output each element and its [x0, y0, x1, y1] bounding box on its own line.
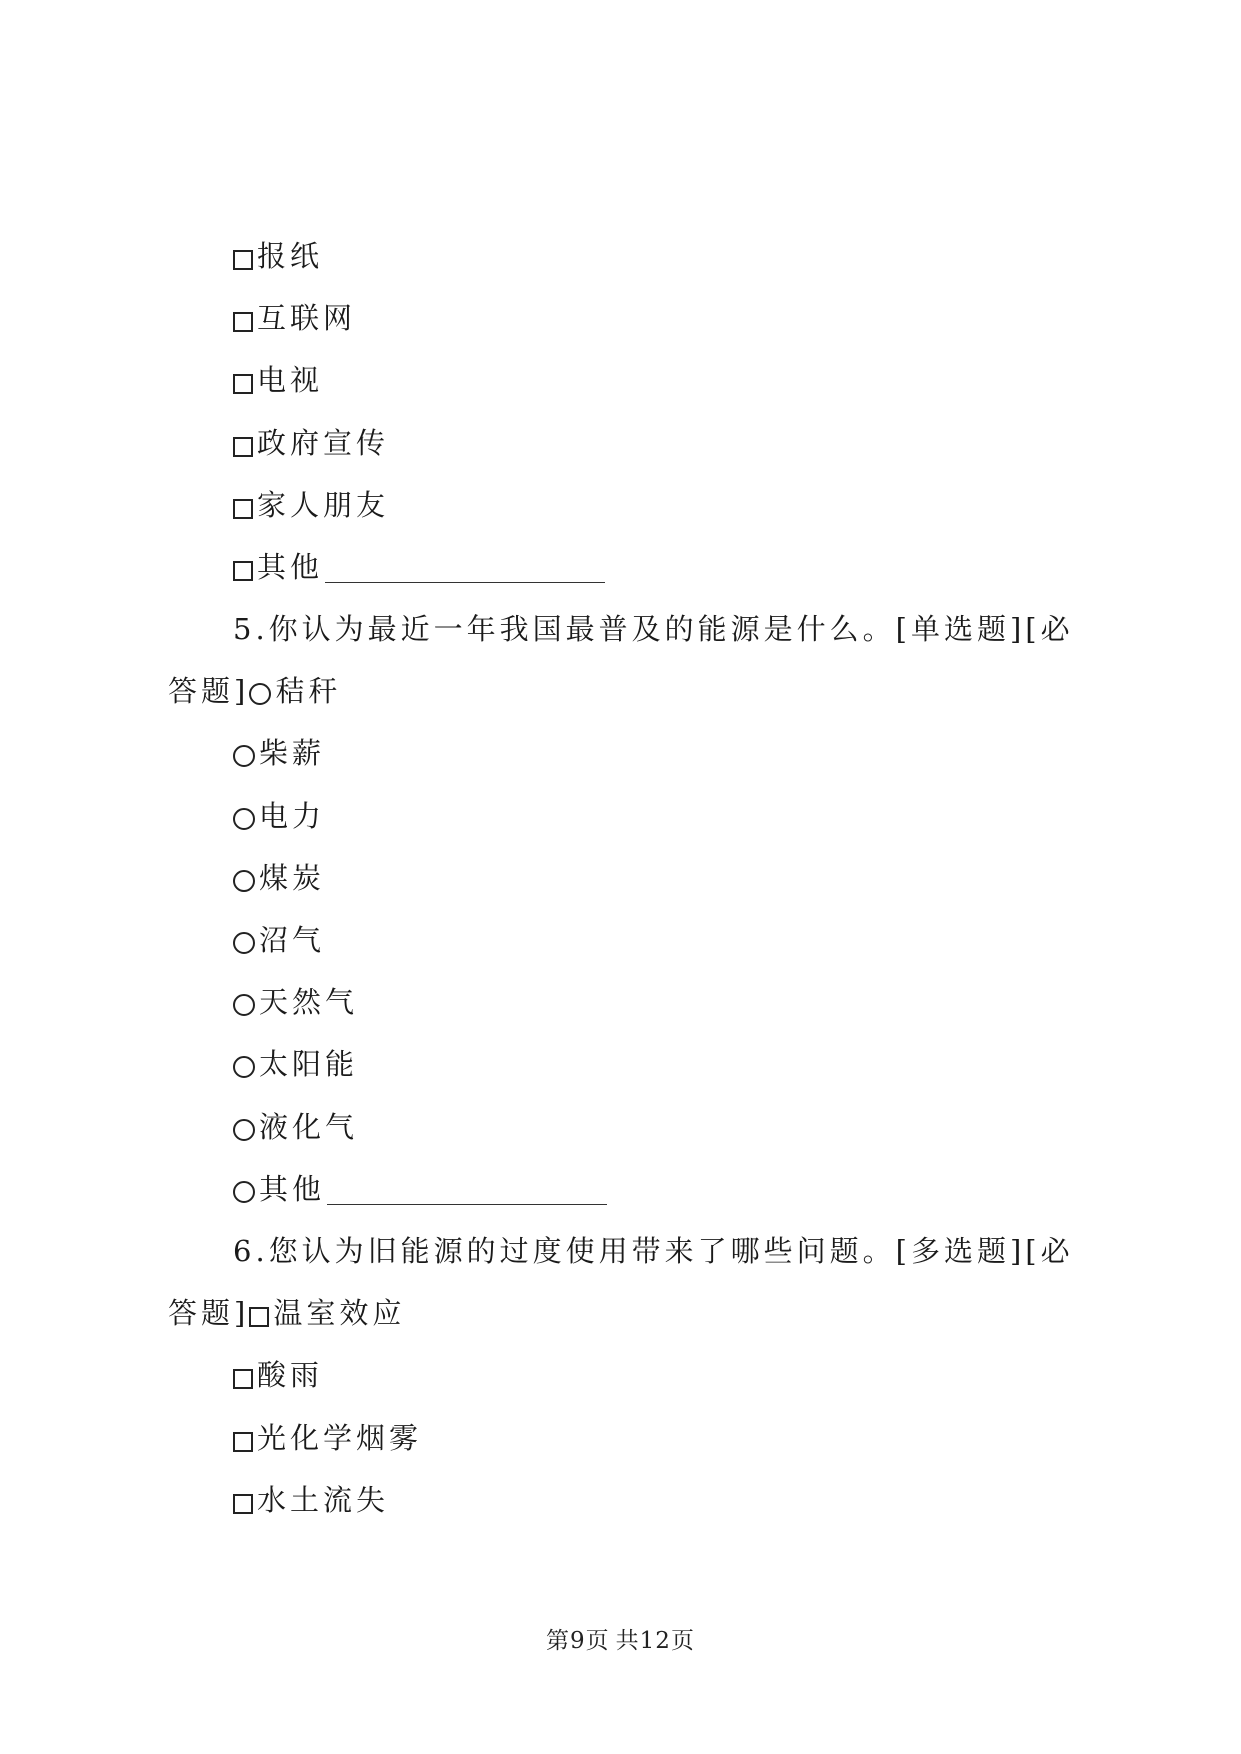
q5-option: 柴薪: [233, 733, 325, 773]
checkbox-icon[interactable]: [233, 561, 253, 581]
q5-question-text: 5.你认为最近一年我国最普及的能源是什么。[单选题][必: [233, 612, 1074, 646]
radio-icon[interactable]: [233, 808, 255, 830]
q6-question-continued: 答题] 温室效应: [168, 1296, 406, 1330]
page-total: 共12页: [615, 1628, 695, 1654]
radio-icon[interactable]: [233, 932, 255, 954]
q4-option: 电视: [233, 360, 323, 400]
q6-option: 光化学烟雾: [233, 1418, 422, 1458]
checkbox-icon[interactable]: [233, 374, 253, 394]
radio-icon[interactable]: [233, 745, 255, 767]
radio-icon[interactable]: [249, 683, 271, 705]
checkbox-icon[interactable]: [233, 1369, 253, 1389]
radio-icon[interactable]: [233, 1056, 255, 1078]
checkbox-icon[interactable]: [249, 1307, 269, 1327]
page-number: 第9页: [546, 1628, 610, 1654]
checkbox-icon[interactable]: [233, 437, 253, 457]
q6-question-text: 6.您认为旧能源的过度使用带来了哪些问题。[多选题][必: [233, 1234, 1074, 1268]
radio-icon[interactable]: [233, 1119, 255, 1141]
checkbox-icon[interactable]: [233, 312, 253, 332]
q4-option-other: 其他: [233, 547, 605, 587]
q5-option: 天然气: [233, 982, 358, 1022]
radio-icon[interactable]: [233, 1181, 255, 1203]
q5-option-other: 其他: [233, 1169, 607, 1209]
q5-option: 液化气: [233, 1107, 358, 1147]
fill-in-blank[interactable]: [325, 556, 605, 583]
q4-option: 政府宣传: [233, 423, 389, 463]
checkbox-icon[interactable]: [233, 250, 253, 270]
checkbox-icon[interactable]: [233, 1432, 253, 1452]
q4-option: 互联网: [233, 298, 356, 338]
q5-question-continued: 答题] 秸秆: [168, 674, 342, 708]
checkbox-icon[interactable]: [233, 499, 253, 519]
q6-option: 酸雨: [233, 1355, 323, 1395]
q4-option: 报纸: [233, 236, 323, 276]
q5-option: 电力: [233, 796, 325, 836]
checkbox-icon[interactable]: [233, 1494, 253, 1514]
q5-option: 太阳能: [233, 1044, 358, 1084]
fill-in-blank[interactable]: [327, 1178, 607, 1205]
q4-option: 家人朋友: [233, 485, 389, 525]
q5-option: 沼气: [233, 920, 325, 960]
radio-icon[interactable]: [233, 994, 255, 1016]
q6-option: 水土流失: [233, 1480, 389, 1520]
page-footer: [0, 1622, 1241, 1655]
q5-option: 煤炭: [233, 858, 325, 898]
radio-icon[interactable]: [233, 870, 255, 892]
